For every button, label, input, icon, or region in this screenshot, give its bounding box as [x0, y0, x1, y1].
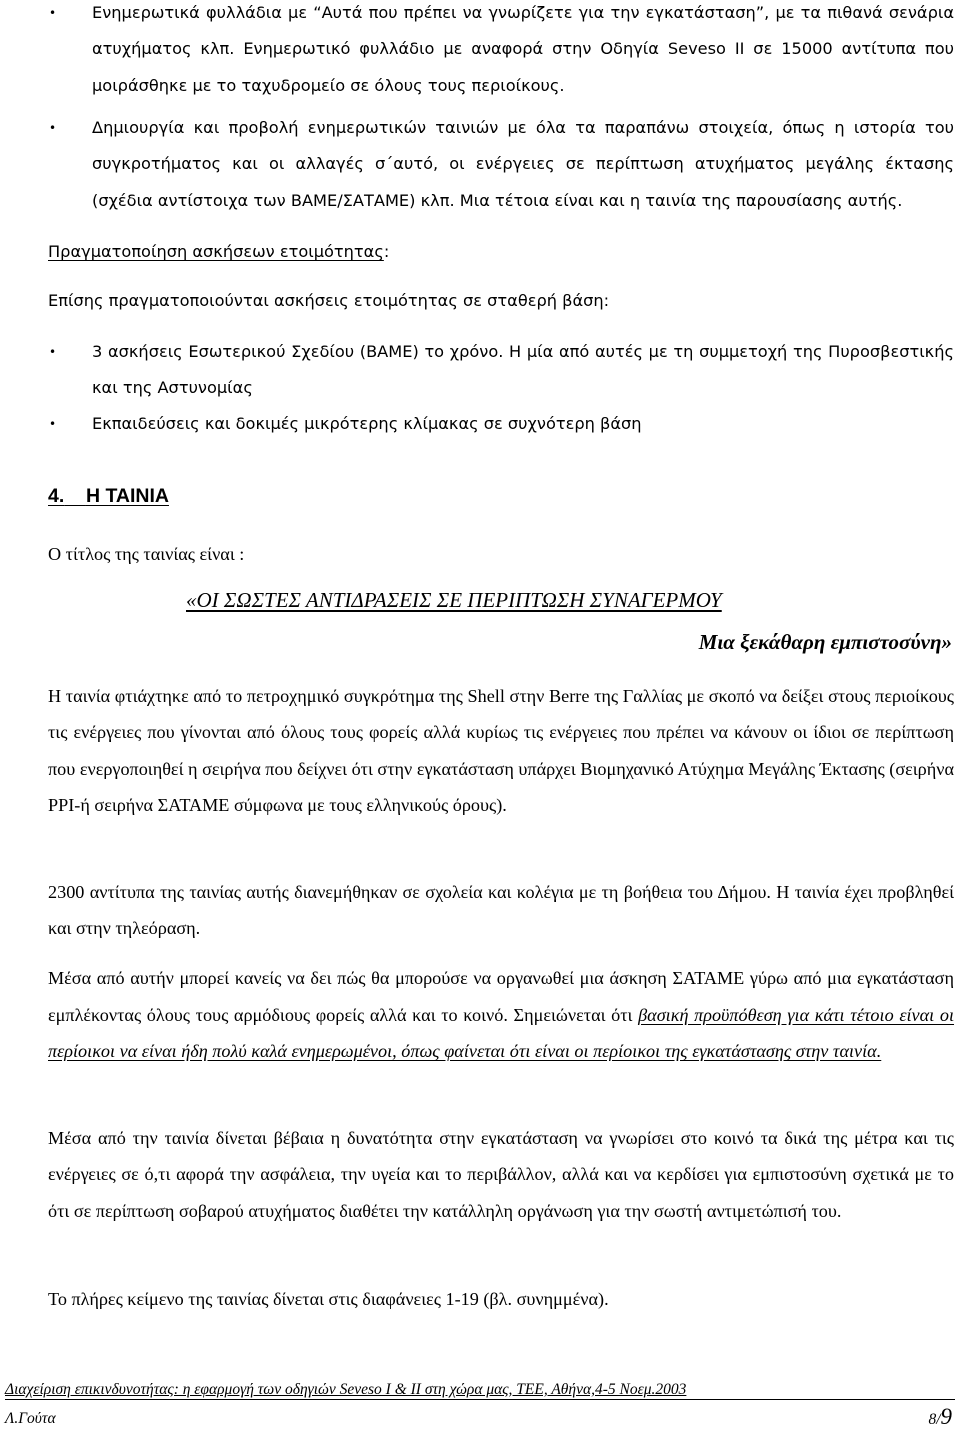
- bullet-icon: •: [49, 417, 57, 431]
- film-title-intro: Ο τίτλος της ταινίας είναι :: [48, 544, 245, 564]
- bullet-item-leaflets: Ενημερωτικά φυλλάδια με “Αυτά που πρέπει να γνωρίζετε για την εγκατάσταση”, με τα πιθανά σενάρια ατυχήματος κλπ. Ενημερωτικό φυλλάδιο με αναφορά στην Οδηγία Seveso II σε 15000 αντίτυπα που μοιράσθηκε με το ταχυδρομείο σε όλους τους περιοίκους.: [92, 3, 954, 95]
- section-title: Η ΤΑΙΝΙΑ: [85, 485, 169, 507]
- section-heading: [48, 485, 169, 508]
- bullet-icon: •: [49, 121, 57, 135]
- film-paragraph-4: Μέσα από την ταινία δίνεται βέβαια η δυνατότητα στην εγκατάσταση να γνωρίσει στο κοινό τα δικά της μέτρα και τις ενέργειες σε ό,τι αφορά την ασφάλεια, την υγεία και το περιβάλλον, αλλά και να κερδίσει για εμπιστοσύνη σχετικά με το ότι σε περίπτωση σοβαρού ατυχήματος διαθέτει την κατάλληλη οργάνωση για την σωστή αντιμετώπισή του.: [48, 1128, 954, 1221]
- exercises-heading-text: Πραγματοποίηση ασκήσεων ετοιμότητας: [48, 242, 384, 261]
- bullet-item-films: Δημιουργία και προβολή ενημερωτικών ταινιών με όλα τα παραπάνω στοιχεία, όπως η ιστορία του συγκροτήματος και οι αλλαγές σ΄αυτό, οι ενέργειες σε περίπτωση ατυχήματος μεγάλης έκτασης (σχέδια αντίστοιχα των ΒΑΜΕ/ΣΑΤΑΜΕ) κλπ. Μια τέτοια είναι και η ταινία της παρουσίασης αυτής.: [92, 118, 954, 210]
- footer-author: Λ.Γούτα: [5, 1410, 56, 1427]
- film-paragraph-3-emphasis: βασική προϋπόθεση για κάτι τέτοιο είναι οι περίοικοι να είναι ήδη πολύ καλά ενημερωμένοι, όπως φαίνεται ότι είναι οι περίοικοι της εγκατάστασης στην ταινία.: [48, 1004, 955, 1062]
- exercises-heading: [48, 234, 954, 270]
- film-title-line2: Μια ξεκάθαρη εμπιστοσύνη»: [698, 630, 952, 654]
- exercise-item-bame: 3 ασκήσεις Εσωτερικού Σχεδίου (ΒΑΜΕ) το χρόνο. Η μία από αυτές με τη συμμετοχή της Πυροσβεστικής και της Αστυνομίας: [92, 342, 954, 398]
- film-paragraph-3: [48, 960, 954, 1070]
- exercises-heading-colon: :: [383, 242, 390, 261]
- film-paragraph-1: Η ταινία φτιάχτηκε από το πετροχημικό συγκρότημα της Shell στην Berre της Γαλλίας με σκοπό να δείξει στους περιοίκους τις ενέργειες που γίνονται από όλους τους φορείς αλλά κυρίως τις ενέργειες που πρέπει να κάνουν οι ίδιοι σε περίπτωση που ενεργοποιηθεί η σειρήνα που δείχνει ότι στην εγκατάσταση υπάρχει Βιομηχανικό Ατύχημα Μεγάλης Έκτασης (σειρήνα PPI-ή σειρήνα ΣΑΤΑΜΕ σύμφωνα με τους ελληνικούς όρους).: [48, 686, 954, 815]
- bullet-icon: •: [49, 6, 57, 20]
- footer-divider: [5, 1399, 955, 1400]
- film-paragraph-2: 2300 αντίτυπα της ταινίας αυτής διανεμήθηκαν σε σχολεία και κολέγια με τη βοήθεια του Δήμου. Η ταινία έχει προβληθεί και στην τηλεόραση.: [48, 882, 954, 939]
- footer-conference: Διαχείριση επικινδυνοτήτας: η εφαρμογή των οδηγιών Seveso I & II στη χώρα μας, ΤΕΕ, Αθήνα,4-5 Νοεμ.2003: [5, 1381, 687, 1398]
- page-current: 8: [928, 1411, 937, 1428]
- film-paragraph-3-text: Μέσα από αυτήν μπορεί κανείς να δει πώς θα μπορούσε να οργανωθεί μια άσκηση ΣΑΤΑΜΕ γύρω από μια εγκατάσταση εμπλέκοντας όλους τους αρμόδιους φορείς αλλά και το κοινό. Σημειώνεται ότι: [48, 968, 954, 1025]
- page-number: [928, 1404, 952, 1430]
- film-title-line1: «ΟΙ ΣΩΣΤΕΣ ΑΝΤΙΔΡΑΣΕΙΣ ΣΕ ΠΕΡΙΠΤΩΣΗ ΣΥΝΑΓΕΡΜΟΥ: [186, 588, 722, 612]
- page-separator: /: [936, 1411, 941, 1428]
- bullet-icon: •: [49, 345, 57, 359]
- exercise-item-training: Εκπαιδεύσεις και δοκιμές μικρότερης κλίμακας σε συχνότερη βάση: [92, 414, 642, 433]
- film-paragraph-5: Το πλήρες κείμενο της ταινίας δίνεται στις διαφάνειες 1-19 (βλ. συνημμένα).: [48, 1289, 609, 1309]
- exercises-intro: Επίσης πραγματοποιούνται ασκήσεις ετοιμότητας σε σταθερή βάση:: [48, 291, 610, 310]
- page-total: 9: [940, 1404, 952, 1429]
- section-number: 4.: [48, 485, 65, 507]
